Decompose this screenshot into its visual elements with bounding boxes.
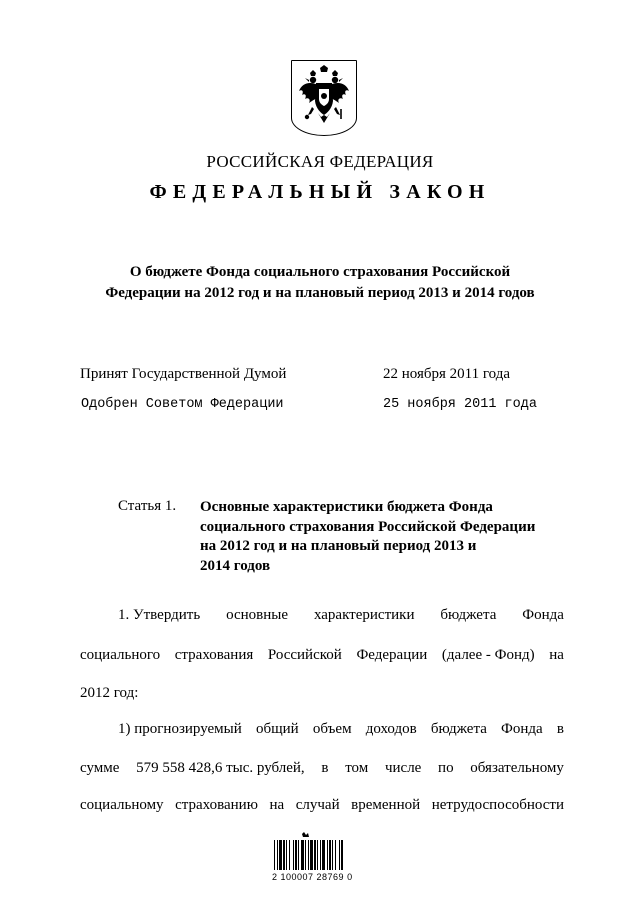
word: случай: [295, 797, 340, 813]
word: по: [438, 760, 454, 776]
word: том: [345, 760, 369, 776]
word: 1) прогнозируемый: [118, 721, 242, 737]
barcode-bar: [274, 840, 275, 870]
law-title: [0, 262, 640, 304]
adopted-date: 22 ноября 2011 года: [383, 366, 511, 382]
barcode-bar: [301, 840, 304, 870]
barcode-bar: [320, 840, 321, 870]
barcode-bar: [295, 840, 297, 870]
barcode-bar: [339, 840, 340, 870]
word: бюджета: [430, 721, 487, 737]
word: числе: [384, 760, 422, 776]
word: основные: [226, 607, 289, 623]
paragraph-2-line-3: [80, 795, 564, 815]
word: характеристики: [313, 607, 415, 623]
word: социальному: [80, 797, 164, 813]
barcode-bar: [279, 840, 282, 870]
word: Федерации: [356, 647, 428, 663]
word: страхования: [174, 647, 254, 663]
word: общий: [255, 721, 299, 737]
barcode-bar: [322, 840, 325, 870]
word: Фонда: [522, 607, 564, 623]
word: 1. Утвердить: [118, 607, 201, 623]
word: страхованию: [175, 797, 258, 813]
barcode-bar: [305, 840, 306, 870]
barcode-bar: [327, 840, 328, 870]
paragraph-2-line-1: [80, 719, 564, 739]
barcode-bar: [310, 840, 313, 870]
article-title-line: социального страхования Российской Федерации: [200, 518, 536, 535]
word: на: [269, 797, 285, 813]
article-number: Статья 1.: [118, 498, 177, 514]
text-line: 2012 год:: [80, 685, 139, 701]
law-title-line: О бюджете Фонда социального страхования Российской: [129, 264, 511, 280]
barcode-icon: [272, 832, 384, 872]
barcode: [272, 832, 384, 892]
barcode-bar: [289, 840, 290, 870]
article-title-line: Основные характеристики бюджета Фонда: [200, 499, 493, 515]
paragraph-1-line-2: [80, 645, 564, 665]
barcode-bar: [341, 840, 343, 870]
article-title-line: на 2012 год и на плановый период 2013 и: [200, 538, 477, 554]
paragraph-1-line-1: [80, 605, 564, 625]
approved-label: Одобрен Советом Федерации: [81, 397, 284, 412]
coat-of-arms-emblem-icon: [291, 60, 357, 136]
barcode-bar: [293, 840, 294, 870]
word: обязательному: [470, 760, 564, 776]
barcode-bar: [277, 840, 278, 870]
word: объем: [312, 721, 352, 737]
word: Фонда: [501, 721, 543, 737]
word: (далее - Фонд): [441, 647, 535, 663]
word: Российской: [267, 647, 342, 663]
barcode-bar: [286, 840, 287, 870]
word: на: [549, 647, 564, 663]
law-type-heading: ФЕДЕРАЛЬНЫЙ ЗАКОН: [149, 181, 491, 203]
word: 579 558 428,6 тыс. рублей,: [136, 760, 305, 776]
barcode-bar: [314, 840, 316, 870]
word: социального: [80, 647, 161, 663]
word: сумме: [80, 760, 120, 776]
barcode-bar: [298, 840, 299, 870]
word: нетрудоспособности: [431, 797, 564, 813]
law-title-line: Федерации на 2012 год и на плановый период 2013 и 2014 годов: [105, 285, 535, 301]
barcode-bar: [329, 840, 331, 870]
paragraph-1-line-3: [80, 683, 564, 703]
barcode-bar: [335, 840, 336, 870]
word: временной: [351, 797, 421, 813]
word: бюджета: [440, 607, 497, 623]
barcode-number: 2 100007 28769 0: [272, 872, 353, 882]
article-title-line: 2014 годов: [200, 557, 271, 574]
word: в: [556, 721, 564, 737]
word: доходов: [365, 721, 417, 737]
paragraph-2-line-2: [80, 758, 564, 778]
approved-date: 25 ноября 2011 года: [383, 397, 537, 412]
barcode-bar: [308, 840, 309, 870]
barcode-bar: [332, 840, 333, 870]
word: в: [321, 760, 329, 776]
double-headed-eagle-icon: [296, 65, 352, 129]
article-title: [200, 498, 580, 576]
adopted-label: Принят Государственной Думой: [80, 366, 287, 382]
country-heading: РОССИЙСКАЯ ФЕДЕРАЦИЯ: [206, 152, 434, 171]
barcode-bar: [317, 840, 318, 870]
barcode-bar: [283, 840, 285, 870]
